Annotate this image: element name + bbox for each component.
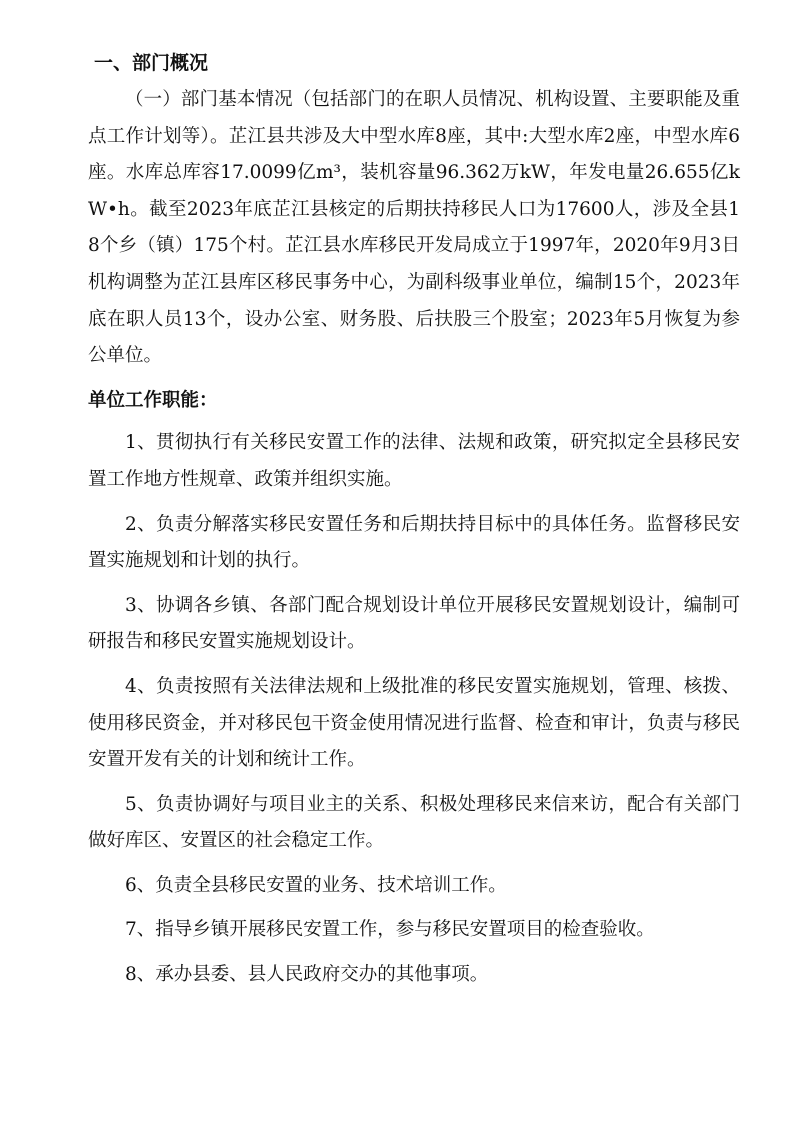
function-item-1: 1、贯彻执行有关移民安置工作的法律、法规和政策，研究拟定全县移民安置工作地方性规章、政策并组织实施。 [88,432,740,490]
intro-paragraph [88,82,740,375]
function-item-3: 3、协调各乡镇、各部门配合规划设计单位开展移民安置规划设计，编制可研报告和移民安置实施规划设计。 [88,594,740,653]
function-item-6: 6、负责全县移民安置的业务、技术培训工作。 [125,874,507,896]
functions-list [88,425,740,993]
function-item-2: 2、负责分解落实移民安置任务和后期扶持目标中的具体任务。监督移民安置实施规划和计划的执行。 [88,513,740,572]
functions-heading: 单位工作职能： [88,389,218,411]
function-item-5: 5、负责协调好与项目业主的关系、积极处理移民来信来访，配合有关部门做好库区、安置区的社会稳定工作。 [88,793,740,852]
intro-paragraph-text: （一）部门基本情况（包括部门的在职人员情况、机构设置、主要职能及重点工作计划等）。芷江县共涉及大中型水库8座，其中:大型水库2座，中型水库6座。水库总库容17.0099亿m³，装机容量96.362万kW，年发电量26.655亿kW•h。截至2023年底芷江县核定的后期扶持移民人口为17600人，涉及全县18个乡（镇）175个村。芷江县水库移民开发局成立于1997年，2020年9月3日机构调整为芷江县库区移民事务中心，为副科级事业单位，编制15个，2023年底在职人员13个，设办公室、财务股、后扶股三个股室；2023年5月恢复为参公单位。 [88,89,740,367]
function-item-8: 8、承办县委、县人民政府交办的其他事项。 [125,964,489,986]
function-item-7: 7、指导乡镇开展移民安置工作，参与移民安置项目的检查验收。 [125,919,655,941]
function-item-4: 4、负责按照有关法律法规和上级批准的移民安置实施规划，管理、核拨、使用移民资金，并对移民包干资金使用情况进行监督、检查和审计，负责与移民安置开发有关的计划和统计工作。 [88,675,740,771]
section-heading: 一、部门概况 [94,52,209,74]
document-page [88,48,740,1002]
